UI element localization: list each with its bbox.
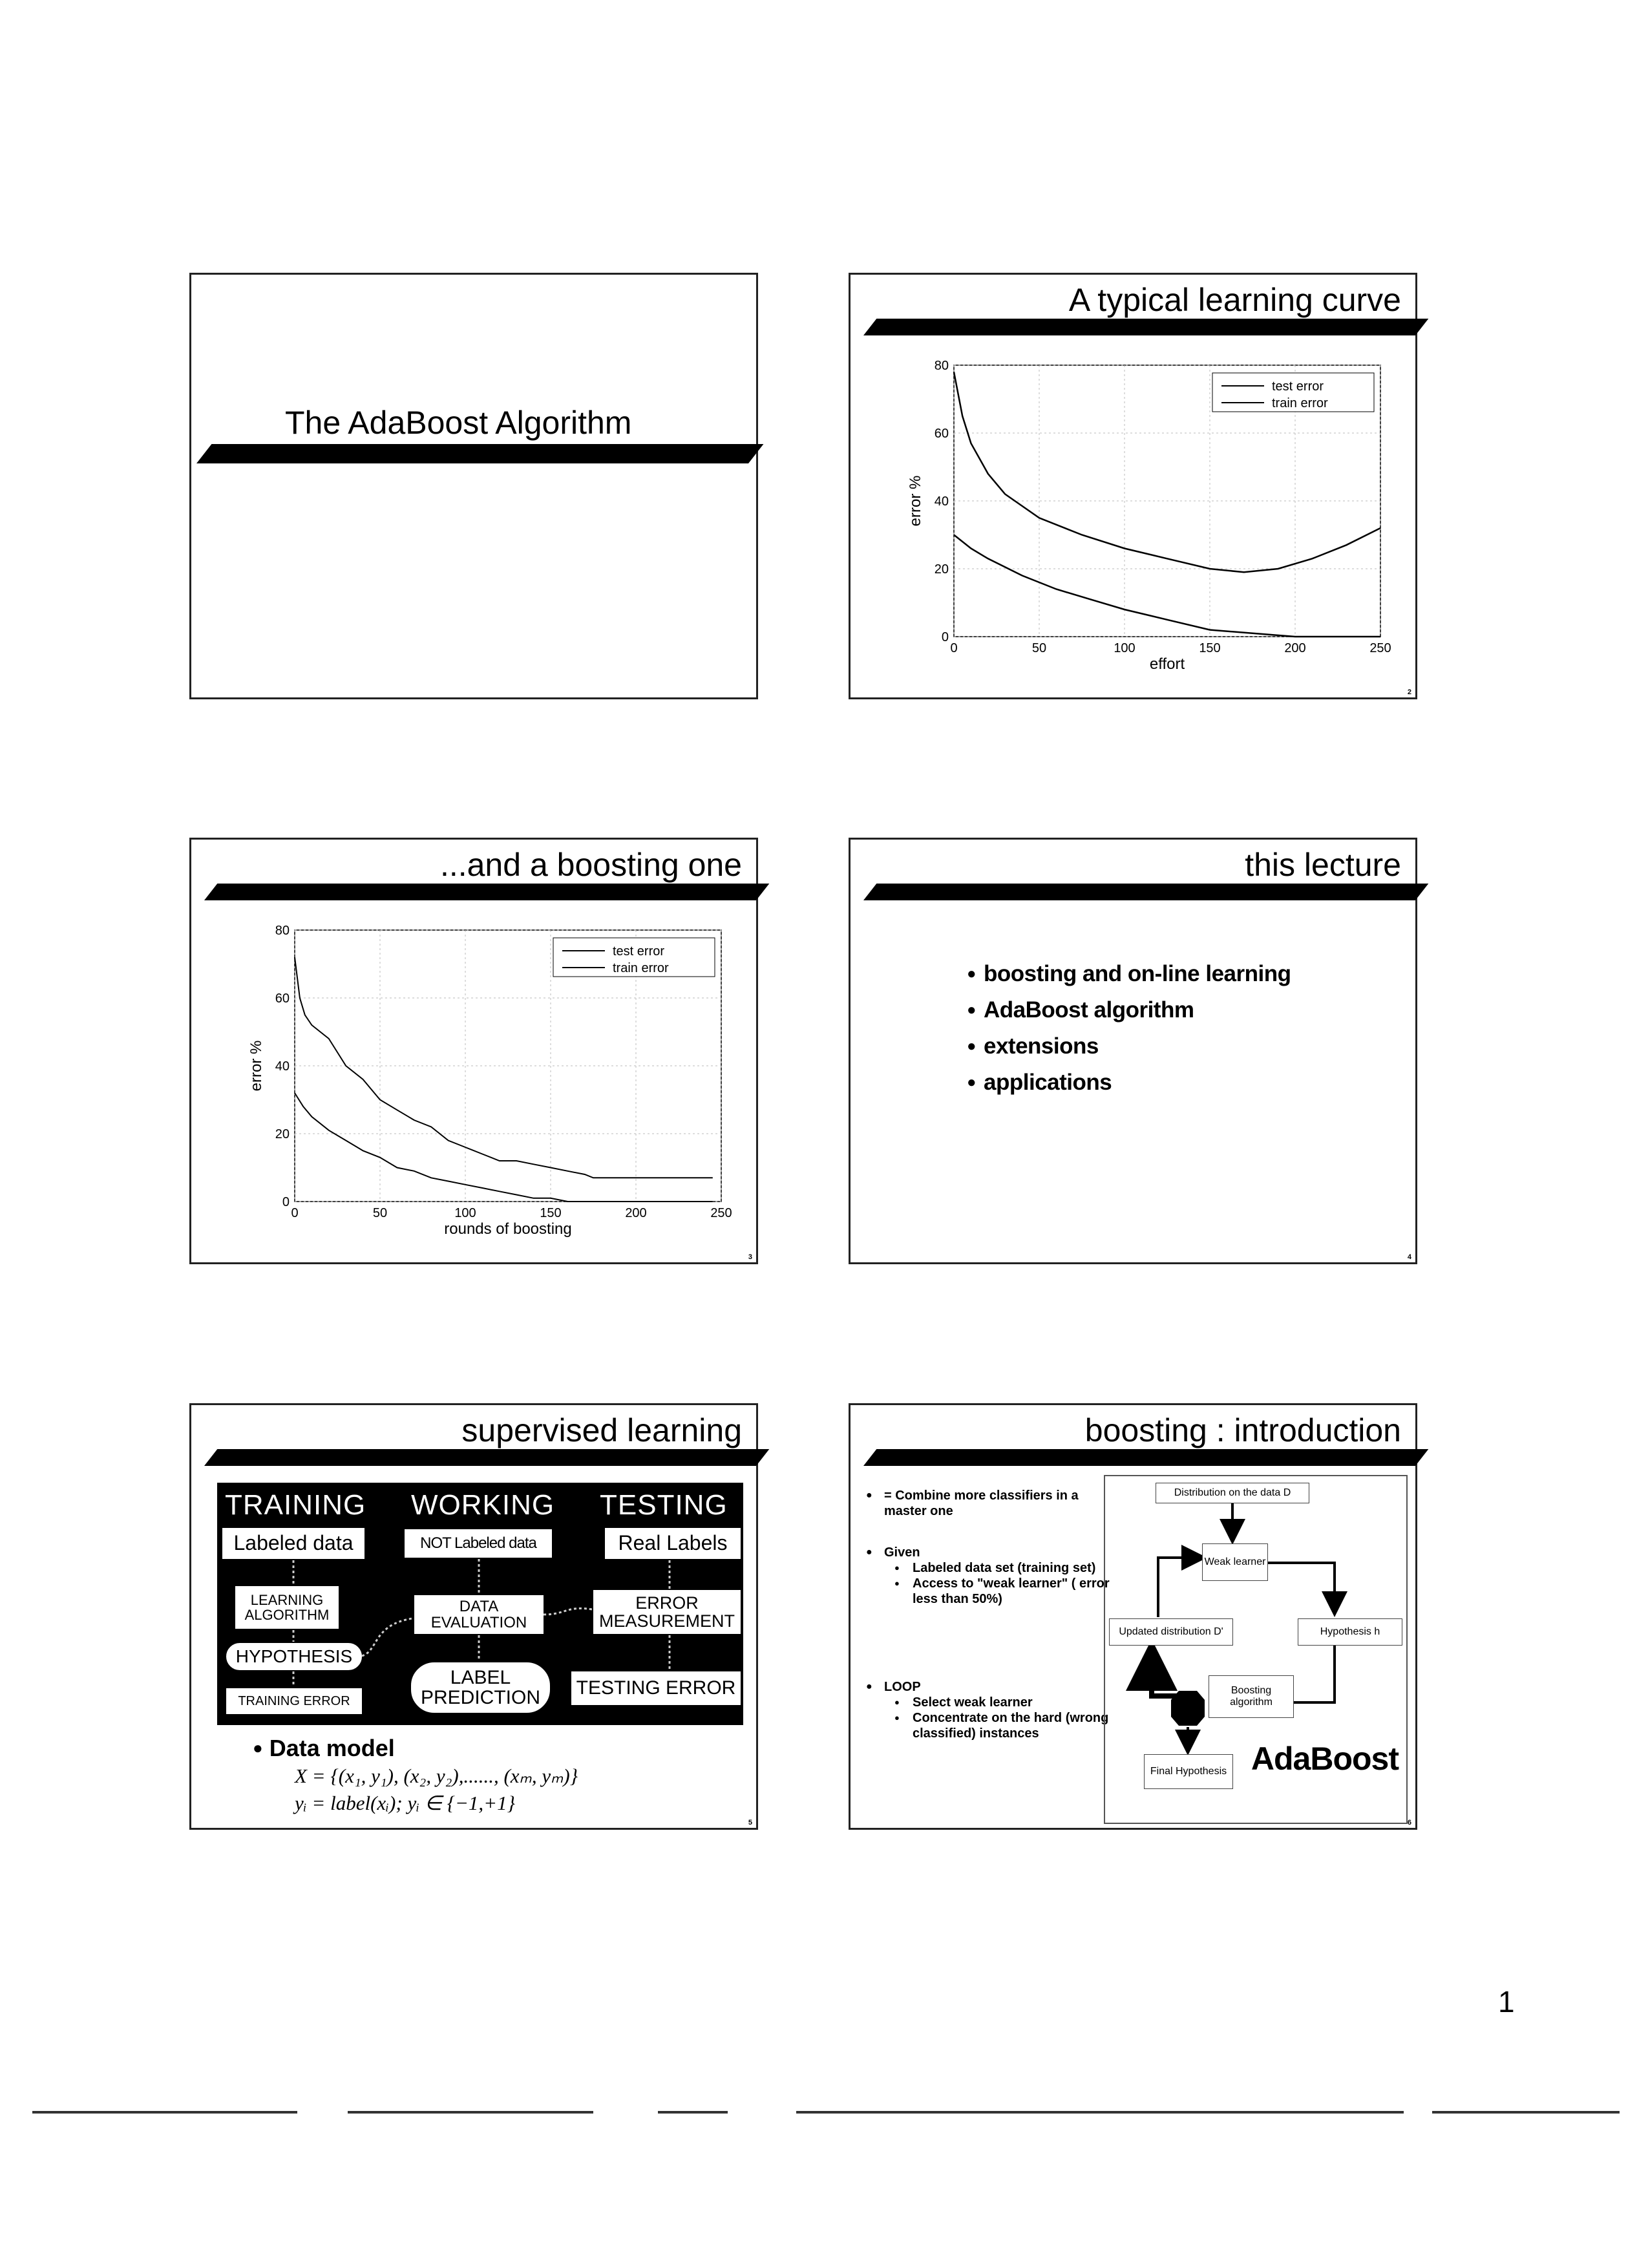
x-tick-label: 0 (950, 641, 958, 655)
title-bar (863, 884, 1428, 900)
data-evaluation-box: DATA EVALUATION (414, 1595, 544, 1634)
y-tick-label: 0 (941, 630, 949, 644)
y-axis-label: error % (907, 475, 924, 527)
bullet-item: ● extensions (967, 1028, 1291, 1065)
intro-given: ● Given (862, 1545, 1117, 1560)
x-tick-label: 100 (1114, 641, 1136, 655)
slide-5 (189, 1403, 758, 1830)
data-model-title: ● Data model (253, 1735, 395, 1762)
testing-header: TESTING (600, 1489, 728, 1521)
slide-title: ...and a boosting one (439, 847, 742, 883)
slide-4 (849, 838, 1417, 1264)
slide-1 (189, 273, 758, 699)
hypothesis-box: Hypothesis h (1298, 1618, 1402, 1646)
footer-line (348, 2111, 593, 2114)
footer-line (796, 2111, 1404, 2114)
final-hypothesis-box: Final Hypothesis (1144, 1754, 1233, 1789)
title-bar (204, 884, 769, 900)
y-tick-label: 60 (275, 991, 290, 1006)
slide-number: 6 (1407, 1819, 1411, 1827)
footer-line (658, 2111, 728, 2114)
y-tick-label: 60 (934, 427, 949, 441)
footer-line (32, 2111, 297, 2114)
slide-3 (189, 838, 758, 1264)
training-error-box: TRAINING ERROR (226, 1688, 362, 1714)
boosting-algorithm-box: Boosting algorithm (1209, 1675, 1294, 1718)
adaboost-label: AdaBoost (1251, 1741, 1399, 1777)
x-axis-label: effort (1149, 655, 1185, 673)
bullet-item: ● AdaBoost algorithm (967, 992, 1291, 1028)
adaboost-diagram (1104, 1475, 1408, 1824)
intro-loop: ● LOOP (862, 1679, 1117, 1695)
boosting-curve-chart (243, 924, 734, 1247)
title-bar (204, 1449, 769, 1466)
label-prediction-box: LABEL PREDICTION (411, 1662, 550, 1713)
legend-label: test error (1272, 379, 1324, 394)
label-formula: yᵢ = label(xᵢ); yᵢ ∈ {−1,+1} (295, 1792, 515, 1814)
intro-combine: ● = Combine more classifiers in a master one (862, 1488, 1117, 1519)
title-bar (863, 319, 1428, 335)
slide-2 (849, 273, 1417, 699)
intro-loop-1: ● Select weak learner (862, 1695, 1117, 1710)
data-model-formula: X = {(x₁, y₁), (x₂, y₂),......, (xₘ, yₘ)} (295, 1765, 578, 1787)
x-tick-label: 200 (625, 1206, 647, 1220)
slide-6 (849, 1403, 1417, 1830)
testing-error-box: TESTING ERROR (571, 1671, 741, 1705)
working-header: WORKING (411, 1489, 555, 1521)
slide-number: 4 (1407, 1253, 1411, 1261)
slide-title: A typical learning curve (1068, 282, 1401, 318)
slide-title: boosting : introduction (1084, 1412, 1401, 1448)
title-bar (863, 1449, 1428, 1466)
x-tick-label: 100 (454, 1206, 476, 1220)
bullet-item: ● boosting and on-line learning (967, 956, 1291, 992)
slide-title: supervised learning (461, 1412, 742, 1448)
x-tick-label: 50 (1031, 641, 1047, 655)
hypothesis-box: HYPOTHESIS (226, 1643, 362, 1670)
training-header: TRAINING (225, 1489, 366, 1521)
slide-title: this lecture (1245, 847, 1401, 883)
bullet-item: ● applications (967, 1065, 1291, 1101)
learning-curve-chart (902, 359, 1393, 682)
labeled-data-box: Labeled data (222, 1528, 364, 1559)
y-tick-label: 40 (275, 1059, 290, 1074)
updated-distribution-box: Updated distribution D' (1109, 1618, 1233, 1646)
x-tick-label: 150 (540, 1206, 562, 1220)
y-tick-label: 40 (934, 494, 949, 509)
not-labeled-data-box: NOT Labeled data (405, 1529, 552, 1558)
y-tick-label: 0 (282, 1195, 290, 1209)
intro-given-1: ● Labeled data set (training set) (862, 1560, 1117, 1576)
slide-number: 3 (748, 1253, 752, 1261)
intro-text (862, 1488, 1117, 1741)
x-tick-label: 250 (1369, 641, 1391, 655)
legend-label: train error (1272, 396, 1328, 410)
slide-title: The AdaBoost Algorithm (285, 405, 632, 441)
footer-line (1432, 2111, 1620, 2114)
y-tick-label: 80 (934, 359, 949, 373)
legend-label: train error (613, 961, 669, 975)
y-tick-label: 20 (275, 1127, 290, 1141)
x-tick-label: 250 (710, 1206, 732, 1220)
lecture-bullets (967, 956, 1291, 1101)
learning-algorithm-box: LEARNING ALGORITHM (235, 1586, 339, 1629)
intro-loop-2: ● Concentrate on the hard (wrong classified) instances (862, 1710, 1117, 1741)
y-axis-label: error % (248, 1040, 265, 1092)
title-bar (196, 444, 763, 463)
x-tick-label: 50 (372, 1206, 388, 1220)
y-tick-label: 20 (934, 562, 949, 577)
page-number: 1 (1498, 1985, 1515, 2019)
slide-number: 5 (748, 1819, 752, 1827)
x-tick-label: 0 (291, 1206, 299, 1220)
y-tick-label: 80 (275, 924, 290, 938)
weak-learner-box: Weak learner (1202, 1543, 1268, 1581)
legend-label: test error (613, 944, 665, 959)
x-tick-label: 200 (1284, 641, 1306, 655)
error-measurement-box: ERROR MEASUREMENT (593, 1590, 741, 1634)
intro-given-2: ● Access to "weak learner" ( error less than 50%) (862, 1576, 1117, 1607)
x-tick-label: 150 (1199, 641, 1221, 655)
x-axis-label: rounds of boosting (444, 1220, 572, 1238)
distribution-box: Distribution on the data D (1156, 1483, 1309, 1503)
real-labels-box: Real Labels (605, 1528, 741, 1559)
panel-arrows (217, 1483, 743, 1725)
supervised-learning-panel (217, 1483, 743, 1725)
slide-number: 2 (1407, 688, 1411, 696)
